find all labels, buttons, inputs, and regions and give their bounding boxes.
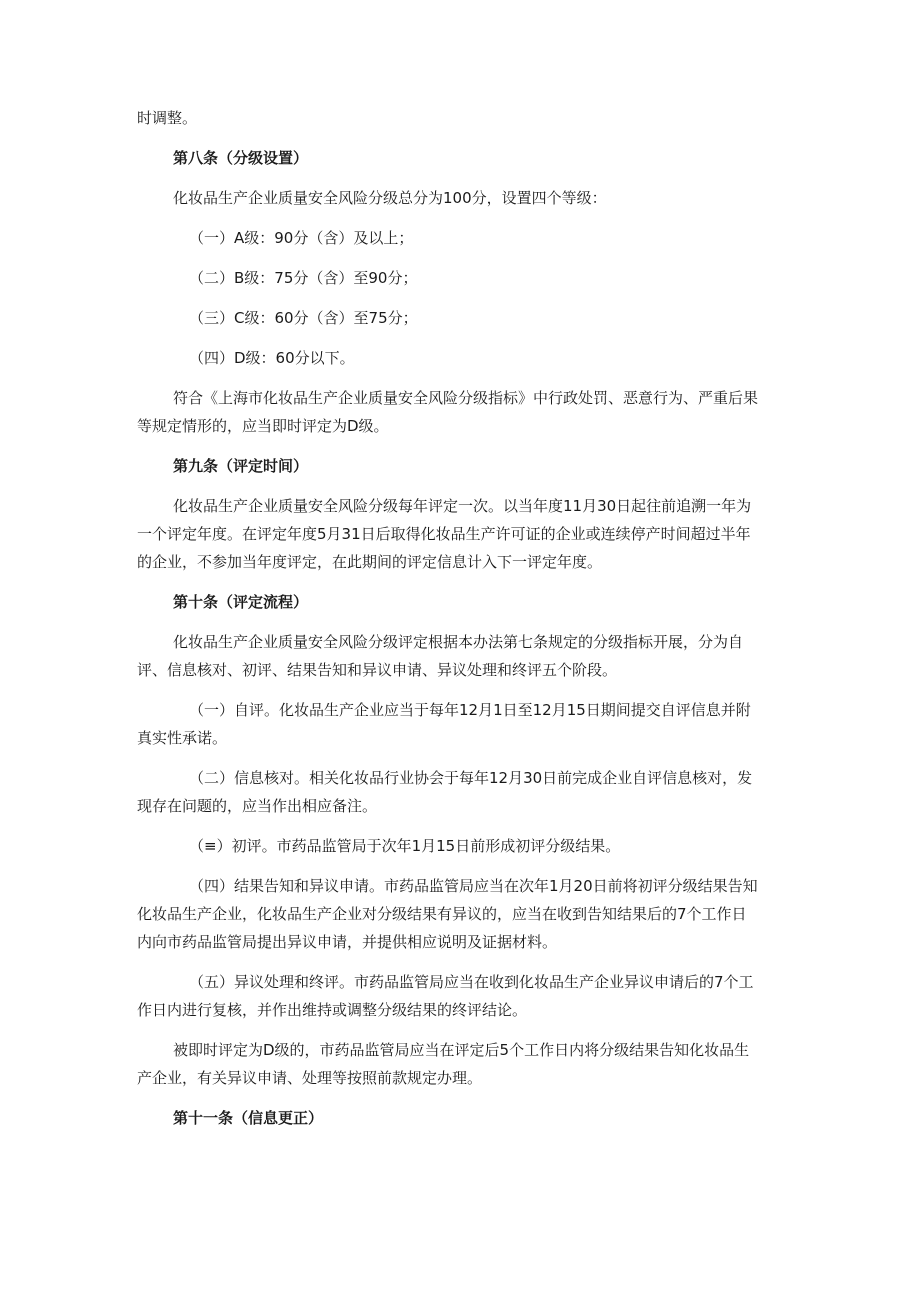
text-line: （二）信息核对。相关化妆品行业协会于每年12月30日前完成企业自评信息核对，发 bbox=[189, 769, 753, 787]
text-line: 化妆品生产企业质量安全风险分级总分为100分，设置四个等级： bbox=[173, 189, 607, 207]
text-line: 等规定情形的，应当即时评定为D级。 bbox=[137, 417, 389, 435]
text-line: 产企业，有关异议申请、处理等按照前款规定办理。 bbox=[137, 1069, 483, 1087]
text-line: （五）异议处理和终评。市药品监管局应当在收到化妆品生产企业异议申请后的7个工 bbox=[189, 973, 754, 991]
text-line: 时调整。 bbox=[137, 109, 198, 127]
article-8-d-rule bbox=[137, 384, 787, 440]
article-10-d-rule bbox=[137, 1036, 787, 1092]
text-line: 化妆品生产企业质量安全风险分级评定根据本办法第七条规定的分级指标开展，分为自 bbox=[173, 633, 744, 651]
article-9-body bbox=[137, 492, 787, 576]
stage-final-review bbox=[137, 968, 787, 1024]
article-8-heading: 第八条（分级设置） bbox=[173, 149, 309, 167]
text-line: 评、信息核对、初评、结果告知和异议申请、异议处理和终评五个阶段。 bbox=[137, 661, 618, 679]
grade-c-item: （三）C级：60分（含）至75分； bbox=[189, 309, 418, 327]
text-line: 作日内进行复核，并作出维持或调整分级结果的终评结论。 bbox=[137, 1001, 528, 1019]
text-line: 的企业，不参加当年度评定，在此期间的评定信息计入下一评定年度。 bbox=[137, 553, 603, 571]
grade-d-item: （四）D级：60分以下。 bbox=[189, 349, 355, 367]
stage-self-assessment bbox=[137, 696, 787, 752]
text-line: 一个评定年度。在评定年度5月31日后取得化妆品生产许可证的企业或连续停产时间超过半年 bbox=[137, 525, 751, 543]
grade-a-item: （一）A级：90分（含）及以上； bbox=[189, 229, 414, 247]
text-line: 化妆品生产企业质量安全风险分级每年评定一次。以当年度11月30日起往前追溯一年为 bbox=[173, 497, 752, 515]
article-9-heading: 第九条（评定时间） bbox=[173, 457, 309, 475]
text-line: 被即时评定为D级的，市药品监管局应当在评定后5个工作日内将分级结果告知化妆品生 bbox=[173, 1041, 750, 1059]
text-line: 符合《上海市化妆品生产企业质量安全风险分级指标》中行政处罚、恶意行为、严重后果 bbox=[173, 389, 759, 407]
article-11-heading: 第十一条（信息更正） bbox=[173, 1109, 324, 1127]
text-line: 内向市药品监管局提出异议申请，并提供相应说明及证据材料。 bbox=[137, 933, 558, 951]
grade-b-item: （二）B级：75分（含）至90分； bbox=[189, 269, 418, 287]
stage-info-check bbox=[137, 764, 787, 820]
document-page bbox=[137, 104, 787, 1132]
text-line: （一）自评。化妆品生产企业应当于每年12月1日至12月15日期间提交自评信息并附 bbox=[189, 701, 751, 719]
text-line: 真实性承诺。 bbox=[137, 729, 228, 747]
stage-preliminary bbox=[137, 832, 787, 860]
article-10-intro bbox=[137, 628, 787, 684]
text-line: 化妆品生产企业，化妆品生产企业对分级结果有异议的，应当在收到告知结果后的7个工作日 bbox=[137, 905, 747, 923]
text-line: 现存在问题的，应当作出相应备注。 bbox=[137, 797, 378, 815]
text-line: （≡）初评。市药品监管局于次年1月15日前形成初评分级结果。 bbox=[189, 837, 621, 855]
article-8-intro bbox=[137, 184, 787, 212]
text-line: （四）结果告知和异议申请。市药品监管局应当在次年1月20日前将初评分级结果告知 bbox=[189, 877, 758, 895]
article-10-heading: 第十条（评定流程） bbox=[173, 593, 309, 611]
stage-notice-objection bbox=[137, 872, 787, 956]
